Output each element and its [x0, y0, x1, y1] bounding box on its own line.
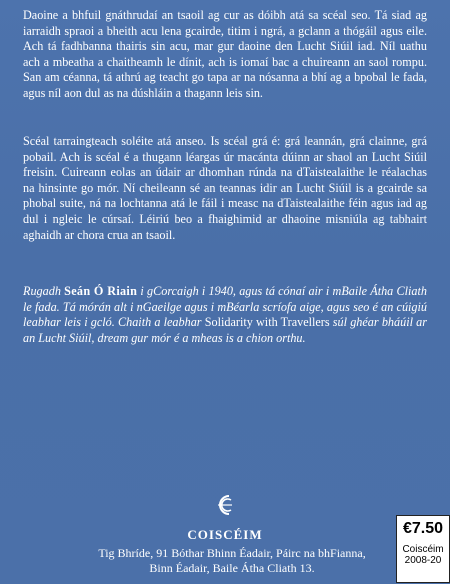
publisher-name: COISCÉIM [187, 527, 263, 542]
publisher-address [72, 546, 392, 576]
price-sticker [396, 515, 450, 583]
publisher-logo-icon [212, 492, 238, 518]
address-line-1: Tig Bhríde, 91 Bóthar Bhinn Éadair, Páirc na bhFianna, [98, 546, 366, 560]
bio-middle: i gCorcaigh i 1940, agus tá cónaí air i mBaile Átha Cliath le fada. Tá mórán alt i nGaeilge agus i mBéarla scríofa aige, agus seo é an cúigiú leabhar leis i gcló. Chaith a leabhar [23, 284, 427, 330]
address-line-2: Binn Éadair, Baile Átha Cliath 13. [149, 561, 315, 575]
author-bio [23, 284, 427, 346]
blurb-paragraph-2: Scéal tarraingteach soléite atá anseo. Is scéal grá é: grá leannán, grá clainne, grá pobail. Ach is scéal é a thugann léargas úr macánta dúinn ar shaol an Lucht Siúil freisin. Cuireann eolas an údair ar dhomhan rúnda na dTaistealaithe le réalachas na hinsinte go mór. Ní cheileann sé an teannas idir an Lucht Siúil is a gcairde sa phobal suite, ná na lochtanna atá le fáil i measc na dTaistealaithe féin agus iad ag dul i ngleic le cúrsaí. Léiriú beo a fhaighimid ar dhaoine misniúla ag tabhairt aghaidh ar chora crua an tsaoil. [23, 134, 427, 242]
price: €7.50 [402, 520, 444, 537]
blurb-paragraph-1: Daoine a bhfuil gnáthrudaí an tsaoil ag cur as dóibh atá sa scéal seo. Tá siad ag iarraidh spraoi a bheith acu lena gcairde, titim i ngrá, a gclann a thógáil agus eile. Ach tá fadhbanna thairis sin acu, mar gur daoine den Lucht Siúil iad. Níl uathu ach a mbeatha a chaitheamh le dínit, ach is iomaí bac a chuireann an saol rompu. San am céanna, tá athrú ag teacht go tapa ar na nósanna a bhí ag a bpobal le fada, agus níl aon dul as na dúshláin a thagann leis sin. [23, 8, 427, 100]
bio-end: súl ghéar bháúil ar an Lucht Siúil, dream gur mór é a mheas is a chion orthu. [23, 315, 427, 345]
book-title: Solidarity with Travellers [204, 315, 330, 330]
bio-intro: Rugadh [23, 284, 65, 298]
sticker-publisher: Coiscéim [402, 544, 444, 555]
author-name: Seán Ó Riain [64, 284, 138, 298]
sticker-code: 2008-20 [404, 555, 442, 566]
